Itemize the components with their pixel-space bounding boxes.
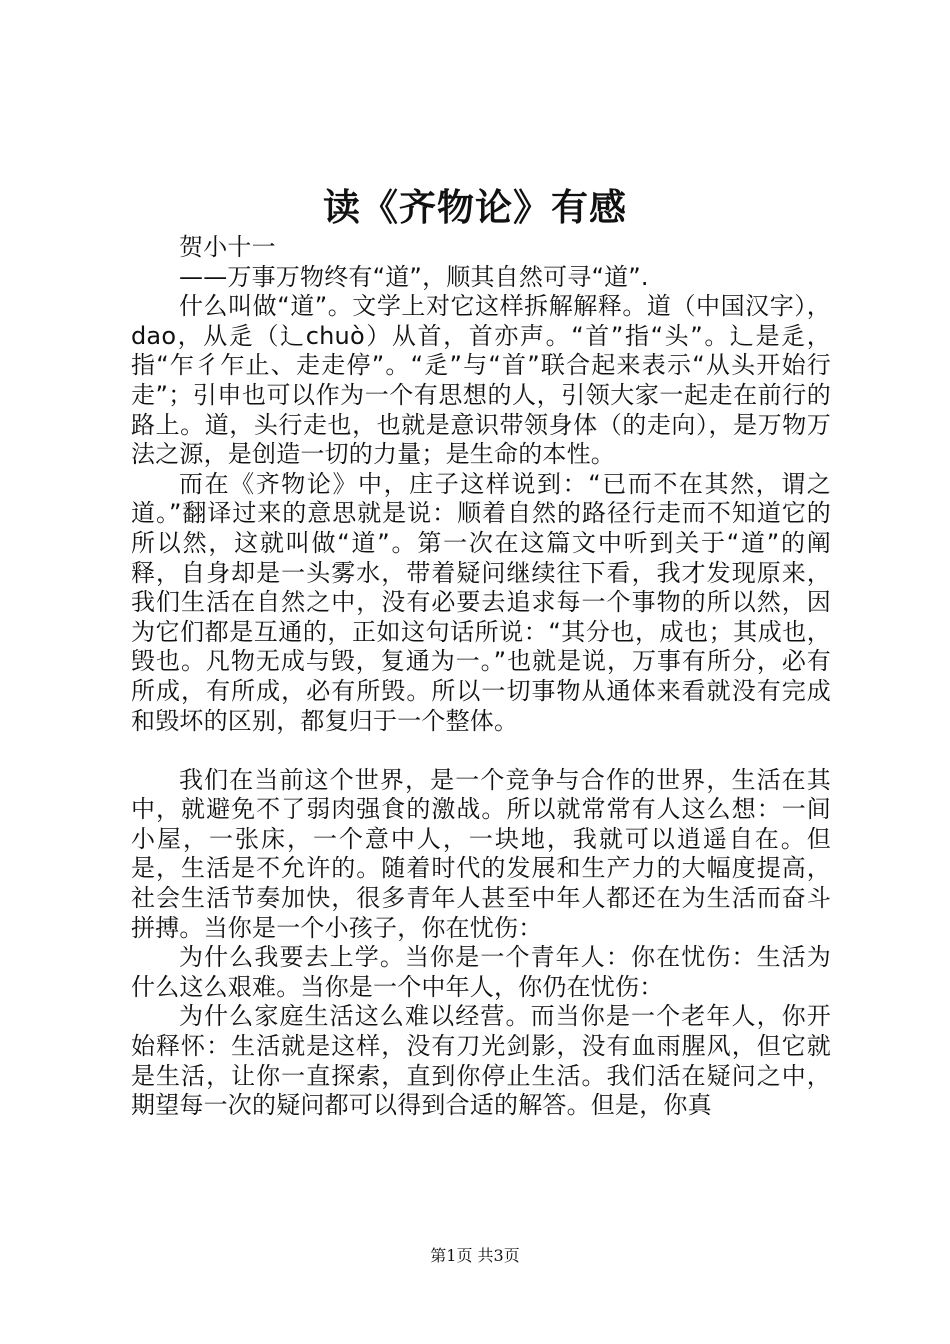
paragraph: 为什么我要去上学。当你是一个青年人：你在忧伤：生活为什么这么艰难。当你是一个中年人，你仍在忧伤： bbox=[131, 943, 831, 1001]
document-body bbox=[131, 233, 831, 1121]
paragraph-spacer bbox=[131, 736, 831, 766]
page-footer: 第1页 共3页 bbox=[430, 1246, 520, 1265]
document-title: 读《齐物论》有感 bbox=[323, 185, 627, 229]
subtitle-line: ——万事万物终有“道”，顺其自然可寻“道”. bbox=[179, 262, 649, 291]
author-line: 贺小十一 bbox=[179, 233, 276, 261]
paragraph: 为什么家庭生活这么难以经营。而当你是一个老年人，你开始释怀：生活就是这样，没有刀光剑影，没有血雨腥风，但它就是生活，让你一直探索，直到你停止生活。我们活在疑问之中，期望每一次的疑问都可以得到合适的解答。但是，你真 bbox=[131, 1002, 831, 1120]
paragraph: 我们在当前这个世界，是一个竞争与合作的世界，生活在其中，就避免不了弱肉强食的激战。所以就常常有人这么想：一间小屋，一张床，一个意中人，一块地，我就可以逍遥自在。但是，生活是不允许的。随着时代的发展和生产力的大幅度提高，社会生活节奏加快，很多青年人甚至中年人都还在为生活而奋斗拼搏。当你是一个小孩子，你在忧伤： bbox=[131, 765, 831, 942]
paragraph: 什么叫做“道”。文学上对它这样拆解解释。道（中国汉字），dao，从辵（辶chuò）从首，首亦声。“首”指“头”。辶是辵，指“乍彳乍止、走走停”。“辵”与“首”联合起来表示“从头开始行走”；引申也可以作为一个有思想的人，引领大家一起走在前行的路上。道，头行走也，也就是意识带领身体（的走向），是万物万法之源，是创造一切的力量；是生命的本性。 bbox=[131, 292, 831, 469]
paragraph: 而在《齐物论》中，庄子这样说到：“已而不在其然，谓之道。”翻译过来的意思就是说：顺着自然的路径行走而不知道它的所以然，这就叫做“道”。第一次在这篇文中听到关于“道”的阐释，自身却是一头雾水，带着疑问继续往下看，我才发现原来，我们生活在自然之中，没有必要去追求每一个事物的所以然，因为它们都是互通的，正如这句话所说：“其分也，成也；其成也，毁也。凡物无成与毁，复通为一。”也就是说，万事有所分，必有所成，有所成，必有所毁。所以一切事物从通体来看就没有完成和毁坏的区别，都复归于一个整体。 bbox=[131, 469, 831, 735]
